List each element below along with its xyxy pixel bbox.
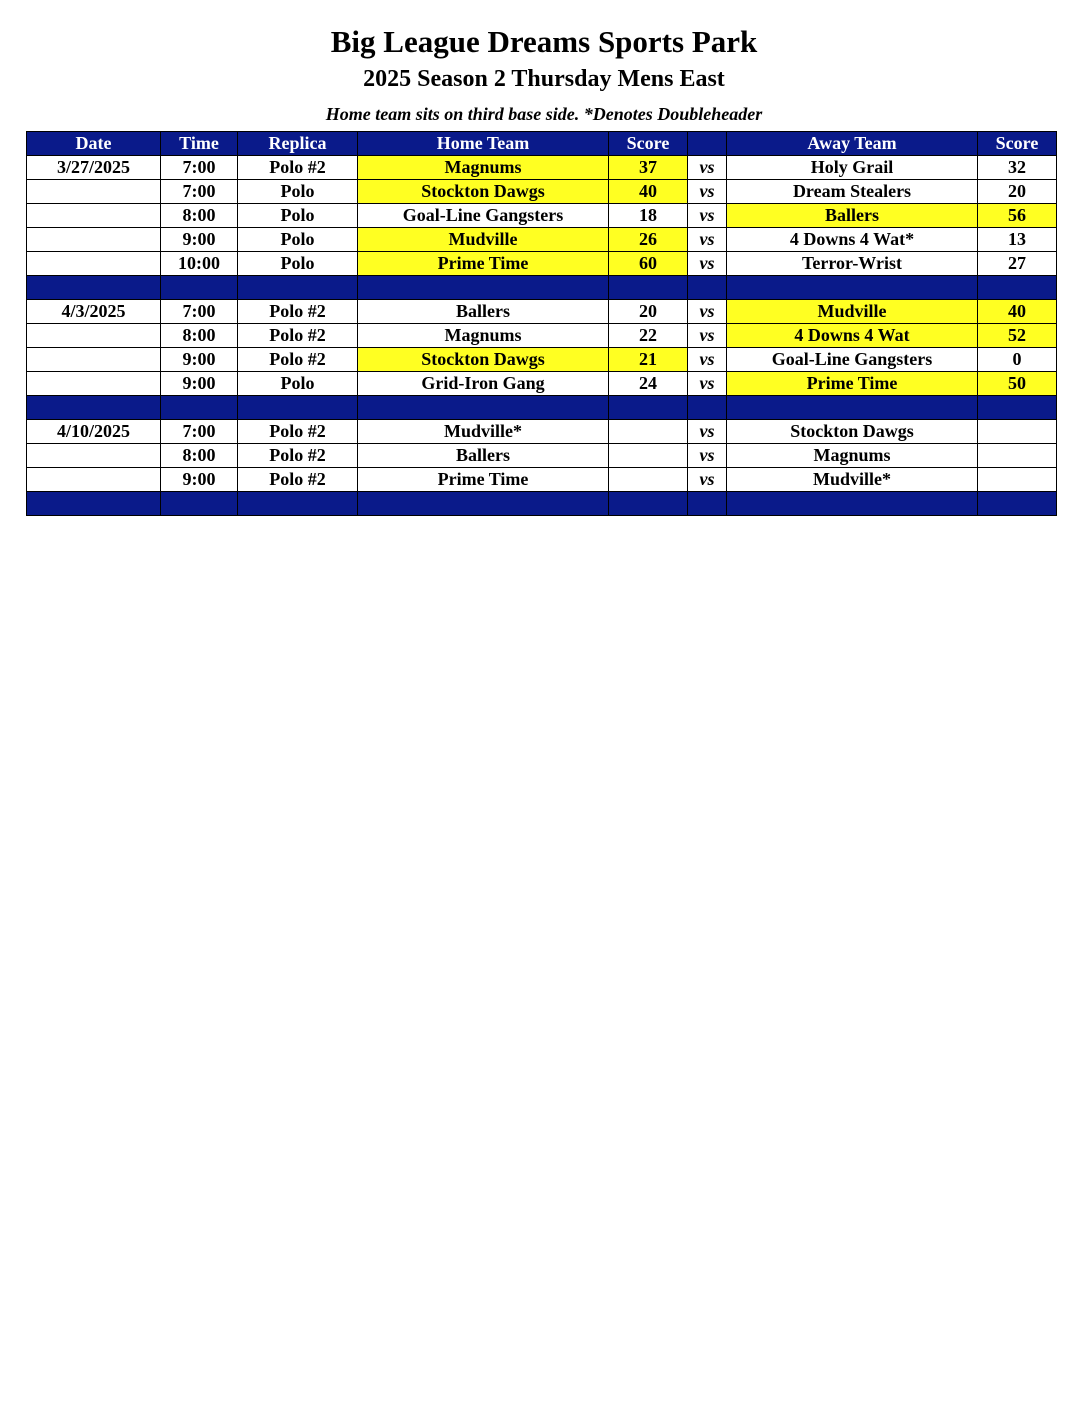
home-score-cell: 37 [609, 156, 688, 180]
time-cell: 9:00 [161, 468, 238, 492]
separator-cell [727, 276, 978, 300]
home-team-cell: Ballers [358, 300, 609, 324]
time-cell: 9:00 [161, 372, 238, 396]
separator-cell [238, 492, 358, 516]
table-row [27, 204, 1057, 228]
time-cell: 8:00 [161, 204, 238, 228]
vs-cell: vs [688, 348, 727, 372]
time-cell: 8:00 [161, 444, 238, 468]
replica-cell: Polo [238, 252, 358, 276]
column-header-vs [688, 132, 727, 156]
separator-cell [358, 276, 609, 300]
separator-cell [238, 396, 358, 420]
home-score-cell: 24 [609, 372, 688, 396]
replica-cell: Polo #2 [238, 348, 358, 372]
time-cell: 10:00 [161, 252, 238, 276]
replica-cell: Polo #2 [238, 468, 358, 492]
away-score-cell: 50 [978, 372, 1057, 396]
table-header-row [27, 132, 1057, 156]
vs-cell: vs [688, 324, 727, 348]
separator-cell [161, 492, 238, 516]
separator-row [27, 396, 1057, 420]
table-row [27, 300, 1057, 324]
separator-cell [978, 276, 1057, 300]
replica-cell: Polo [238, 180, 358, 204]
vs-cell: vs [688, 252, 727, 276]
home-team-cell: Stockton Dawgs [358, 180, 609, 204]
page-title: Big League Dreams Sports Park [330, 24, 758, 59]
away-score-cell: 0 [978, 348, 1057, 372]
away-team-cell: Ballers [727, 204, 978, 228]
away-team-cell: 4 Downs 4 Wat [727, 324, 978, 348]
home-score-cell [609, 468, 688, 492]
away-team-cell: 4 Downs 4 Wat* [727, 228, 978, 252]
table-row [27, 180, 1057, 204]
home-score-cell: 22 [609, 324, 688, 348]
replica-cell: Polo [238, 204, 358, 228]
home-team-cell: Prime Time [358, 252, 609, 276]
date-cell [27, 348, 161, 372]
home-score-cell [609, 420, 688, 444]
separator-cell [688, 276, 727, 300]
separator-cell [727, 396, 978, 420]
away-score-cell: 32 [978, 156, 1057, 180]
away-team-cell: Magnums [727, 444, 978, 468]
away-score-cell: 20 [978, 180, 1057, 204]
separator-cell [358, 492, 609, 516]
separator-cell [161, 396, 238, 420]
separator-cell [978, 396, 1057, 420]
column-header-time: Time [161, 132, 238, 156]
separator-cell [161, 276, 238, 300]
column-header-date: Date [27, 132, 161, 156]
away-score-cell [978, 420, 1057, 444]
home-score-cell: 60 [609, 252, 688, 276]
separator-row [27, 276, 1057, 300]
away-score-cell [978, 468, 1057, 492]
table-row [27, 372, 1057, 396]
column-header-away-team: Away Team [727, 132, 978, 156]
date-cell: 4/10/2025 [27, 420, 161, 444]
page-subtitle: 2025 Season 2 Thursday Mens East [363, 66, 725, 92]
home-score-cell: 20 [609, 300, 688, 324]
time-cell: 8:00 [161, 324, 238, 348]
home-team-cell: Stockton Dawgs [358, 348, 609, 372]
home-team-cell: Grid-Iron Gang [358, 372, 609, 396]
date-cell [27, 324, 161, 348]
separator-cell [727, 492, 978, 516]
separator-row [27, 492, 1057, 516]
separator-cell [609, 492, 688, 516]
separator-cell [27, 396, 161, 420]
away-score-cell [978, 444, 1057, 468]
date-cell [27, 228, 161, 252]
column-header-home-score: Score [609, 132, 688, 156]
date-cell: 3/27/2025 [27, 156, 161, 180]
time-cell: 9:00 [161, 228, 238, 252]
away-team-cell: Mudville* [727, 468, 978, 492]
table-row [27, 420, 1057, 444]
vs-cell: vs [688, 156, 727, 180]
vs-cell: vs [688, 180, 727, 204]
separator-cell [238, 276, 358, 300]
home-score-cell: 40 [609, 180, 688, 204]
away-team-cell: Terror-Wrist [727, 252, 978, 276]
away-team-cell: Prime Time [727, 372, 978, 396]
date-cell [27, 252, 161, 276]
time-cell: 7:00 [161, 420, 238, 444]
home-team-cell: Goal-Line Gangsters [358, 204, 609, 228]
home-team-cell: Mudville* [358, 420, 609, 444]
home-team-cell: Ballers [358, 444, 609, 468]
home-score-cell [609, 444, 688, 468]
vs-cell: vs [688, 204, 727, 228]
separator-cell [609, 396, 688, 420]
away-score-cell: 27 [978, 252, 1057, 276]
time-cell: 7:00 [161, 300, 238, 324]
table-row [27, 324, 1057, 348]
column-header-home-team: Home Team [358, 132, 609, 156]
replica-cell: Polo #2 [238, 156, 358, 180]
home-score-cell: 18 [609, 204, 688, 228]
time-cell: 9:00 [161, 348, 238, 372]
table-row [27, 252, 1057, 276]
date-cell [27, 372, 161, 396]
column-header-replica: Replica [238, 132, 358, 156]
home-team-cell: Mudville [358, 228, 609, 252]
time-cell: 7:00 [161, 180, 238, 204]
vs-cell: vs [688, 444, 727, 468]
replica-cell: Polo #2 [238, 324, 358, 348]
replica-cell: Polo [238, 228, 358, 252]
separator-cell [609, 276, 688, 300]
replica-cell: Polo [238, 372, 358, 396]
date-cell: 4/3/2025 [27, 300, 161, 324]
vs-cell: vs [688, 468, 727, 492]
home-team-cell: Prime Time [358, 468, 609, 492]
date-cell [27, 180, 161, 204]
replica-cell: Polo #2 [238, 444, 358, 468]
time-cell: 7:00 [161, 156, 238, 180]
away-score-cell: 56 [978, 204, 1057, 228]
separator-cell [27, 276, 161, 300]
replica-cell: Polo #2 [238, 300, 358, 324]
away-score-cell: 13 [978, 228, 1057, 252]
column-header-away-score: Score [978, 132, 1057, 156]
separator-cell [688, 396, 727, 420]
away-team-cell: Holy Grail [727, 156, 978, 180]
away-team-cell: Stockton Dawgs [727, 420, 978, 444]
doubleheader-note: Home team sits on third base side. *Denotes Doubleheader [325, 104, 763, 124]
table-row [27, 348, 1057, 372]
date-cell [27, 468, 161, 492]
separator-cell [978, 492, 1057, 516]
home-score-cell: 26 [609, 228, 688, 252]
table-row [27, 228, 1057, 252]
date-cell [27, 444, 161, 468]
vs-cell: vs [688, 228, 727, 252]
home-score-cell: 21 [609, 348, 688, 372]
home-team-cell: Magnums [358, 324, 609, 348]
table-row [27, 156, 1057, 180]
replica-cell: Polo #2 [238, 420, 358, 444]
separator-cell [27, 492, 161, 516]
vs-cell: vs [688, 420, 727, 444]
schedule-body [27, 156, 1057, 516]
vs-cell: vs [688, 372, 727, 396]
vs-cell: vs [688, 300, 727, 324]
away-score-cell: 52 [978, 324, 1057, 348]
away-score-cell: 40 [978, 300, 1057, 324]
date-cell [27, 204, 161, 228]
separator-cell [688, 492, 727, 516]
schedule-table [26, 131, 1057, 516]
table-row [27, 444, 1057, 468]
table-row [27, 468, 1057, 492]
away-team-cell: Goal-Line Gangsters [727, 348, 978, 372]
away-team-cell: Dream Stealers [727, 180, 978, 204]
away-team-cell: Mudville [727, 300, 978, 324]
home-team-cell: Magnums [358, 156, 609, 180]
separator-cell [358, 396, 609, 420]
